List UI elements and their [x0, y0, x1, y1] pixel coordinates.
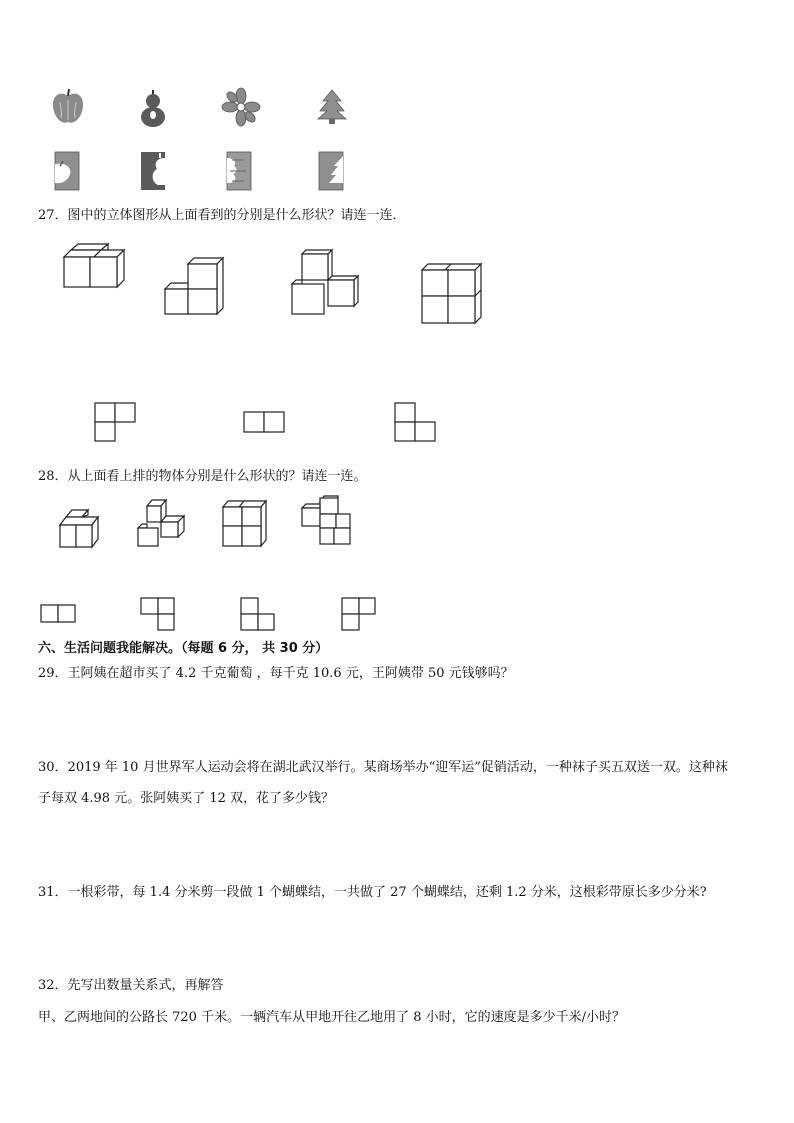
top-view-28-b	[140, 597, 176, 633]
apple-cutout-icon	[52, 150, 82, 192]
top-view-28-a	[40, 604, 76, 624]
question-29: 29．王阿姨在超市买了 4.2 千克葡萄 ，每千克 10.6 元，王阿姨带 50 元钱够吗？	[38, 666, 514, 681]
question-30-line-2: 子每双 4.98 元。张阿姨买了 12 双，花了多少钱？	[38, 791, 335, 806]
top-view-28-d	[341, 597, 377, 633]
question-30-line-1: 30．2019 年 10 月世界军人运动会将在湖北武汉举行。某商场举办“迎军运”促销活动，一种袜子买五双送一双。这种袜	[38, 760, 728, 775]
top-view-27-b	[243, 411, 285, 433]
gourd-icon	[138, 88, 168, 128]
question-32-line-2: 甲、乙两地间的公路长 720 千米。一辆汽车从甲地开往乙地用了 8 小时，它的速度是多少千米/小时？	[38, 1010, 625, 1025]
top-view-27-c	[394, 402, 436, 442]
question-32-line-1: 32．先写出数量关系式，再解答	[38, 978, 224, 993]
solid-figure-1	[64, 242, 134, 316]
flower-cutout-icon	[224, 150, 254, 192]
solid-figure-4	[421, 263, 485, 325]
object-28-a	[58, 508, 104, 548]
object-28-b	[136, 498, 190, 550]
object-28-d	[300, 494, 356, 548]
flower-icon	[221, 88, 261, 126]
pine-tree-icon	[316, 88, 348, 126]
apple-icon	[50, 88, 86, 126]
top-view-28-c	[240, 597, 276, 633]
top-view-27-a	[94, 402, 136, 442]
tree-cutout-icon	[316, 150, 346, 192]
solid-figure-3	[292, 248, 364, 320]
gourd-cutout-icon	[138, 150, 168, 192]
question-27: 27．图中的立体图形从上面看到的分别是什么形状？请连一连．	[38, 208, 406, 223]
section-6-title: 六、生活问题我能解决。（每题 6 分， 共 30 分）	[38, 641, 329, 656]
object-28-c	[222, 500, 268, 548]
question-31: 31．一根彩带，每 1.4 分米剪一段做 1 个蝴蝶结，一共做了 27 个蝴蝶结，还剩 1.2 分米，这根彩带原长多少分米?	[38, 885, 707, 900]
question-28: 28．从上面看上排的物体分别是什么形状的？请连一连。	[38, 469, 367, 484]
solid-figure-2	[165, 255, 235, 319]
